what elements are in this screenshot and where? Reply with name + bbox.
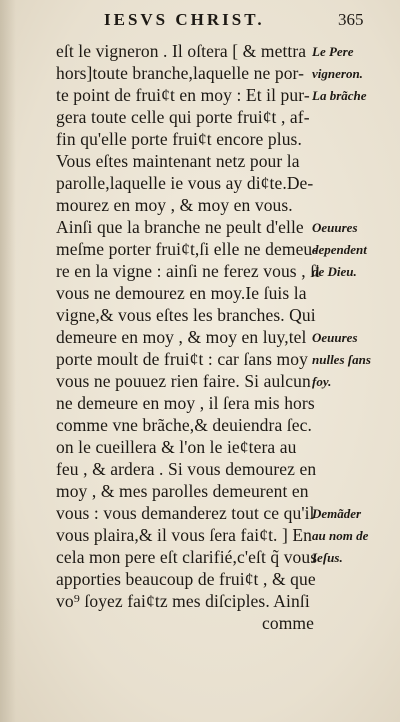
margin-note: Le Pere bbox=[312, 44, 354, 59]
text-line: apporties beaucoup de fruiȼt , & que bbox=[56, 569, 316, 589]
running-head bbox=[0, 6, 400, 36]
text-line: gera toute celle qui porte fruiȼt , af- bbox=[56, 107, 310, 127]
text-line: vous ne demourez en moy.Ie ſuis la bbox=[56, 283, 307, 303]
text-line: hors]toute branche,laquelle ne por- bbox=[56, 63, 305, 83]
text-line: vous plaira,& il vous ſera faiȼt. ] En bbox=[56, 525, 313, 545]
text-line: meſme porter fruiȼt,ſi elle ne demeu- bbox=[56, 239, 319, 259]
margin-note: dependent bbox=[312, 242, 367, 257]
text-line: vigne,& vous eſtes les branches. Qui bbox=[56, 305, 316, 325]
margin-note: Demãder bbox=[312, 506, 362, 521]
text-line: vous ne pouuez rien faire. Si aulcun bbox=[56, 371, 311, 391]
text-line: vo⁹ ſoyez faiȼtz mes diſciples. Ainſi bbox=[56, 591, 310, 611]
text-line: ne demeure en moy , il ſera mis hors bbox=[56, 393, 315, 413]
margin-note: nulles ſans bbox=[312, 352, 371, 367]
text-line: mourez en moy , & moy en vous. bbox=[56, 195, 293, 215]
text-line: porte moult de fruiȼt : car ſans moy bbox=[56, 349, 308, 369]
running-title: IESVS CHRIST. bbox=[104, 10, 265, 29]
margin-note: vigneron. bbox=[312, 66, 363, 81]
margin-notes bbox=[312, 40, 400, 680]
page-number: 365 bbox=[338, 10, 364, 29]
margin-note: au nom de bbox=[312, 528, 369, 543]
text-line: Vous eſtes maintenant netz pour la bbox=[56, 151, 300, 171]
text-line: demeure en moy , & moy en luy,tel bbox=[56, 327, 307, 347]
text-line: on le cueillera & l'on le ieȼtera au bbox=[56, 437, 297, 457]
text-line: re en la vigne : ainſi ne ferez vous , ſi bbox=[56, 261, 321, 281]
margin-note: Oeuures bbox=[312, 220, 358, 235]
margin-note: foy. bbox=[312, 374, 332, 389]
text-line: eſt le vigneron . Il oſtera [ & mettra bbox=[56, 41, 307, 61]
catchword: comme bbox=[262, 613, 315, 633]
text-line: comme vne brãche,& deuiendra ſec. bbox=[56, 415, 312, 435]
body-text bbox=[0, 40, 320, 680]
text-line: Ainſi que la branche ne peult d'elle bbox=[56, 217, 304, 237]
text-line: te point de fruiȼt en moy : Et il pur- bbox=[56, 85, 310, 105]
text-line: moy , & mes parolles demeurent en bbox=[56, 481, 309, 501]
text-line: vous : vous demanderez tout ce qu'il bbox=[56, 503, 315, 523]
text-line: fin qu'elle porte fruiȼt encore plus. bbox=[56, 129, 302, 149]
text-line: cela mon pere eſt clarifié,c'eſt q̃ vous bbox=[56, 547, 318, 567]
margin-note: Oeuures bbox=[312, 330, 358, 345]
text-line: feu , & ardera . Si vous demourez en bbox=[56, 459, 317, 479]
text-line: parolle,laquelle ie vous ay diȼte.De- bbox=[56, 173, 314, 193]
margin-note: La brãche bbox=[312, 88, 367, 103]
margin-note: de Dieu. bbox=[312, 264, 357, 279]
margin-note: Ieſus. bbox=[312, 550, 343, 565]
